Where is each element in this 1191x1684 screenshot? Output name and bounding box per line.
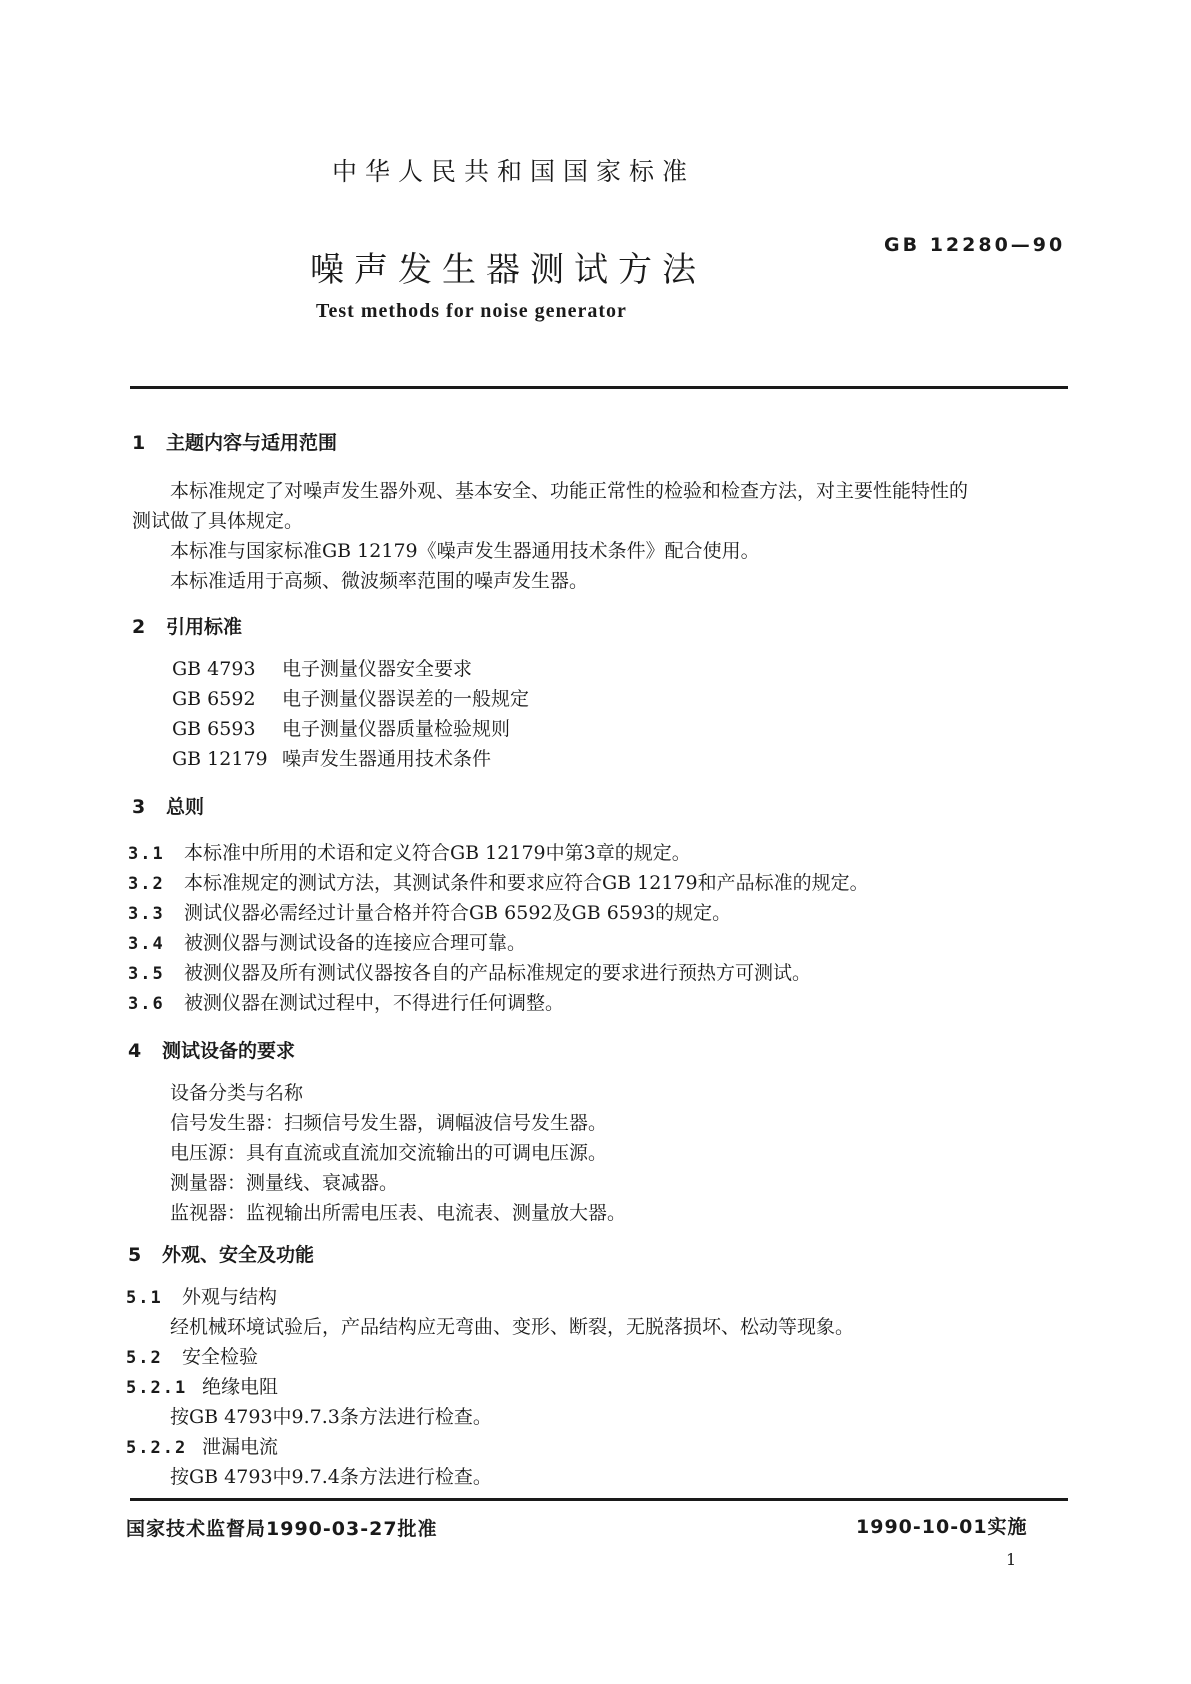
clause-number: 3.2 [128, 874, 165, 894]
clause-5-2 [126, 1342, 258, 1369]
equipment-line: 设备分类与名称 [170, 1082, 304, 1104]
clause-number: 5.2.1 [126, 1378, 188, 1398]
clause-title: 外观与结构 [182, 1286, 278, 1308]
clause-3-2 [128, 868, 869, 895]
standard-name: 中华人民共和国国家标准 [332, 157, 696, 186]
section-2-heading [132, 612, 242, 639]
reference-item [172, 714, 510, 741]
clause-number: 3.5 [128, 964, 165, 984]
reference-code: GB 6593 [172, 718, 256, 740]
english-title: Test methods for noise generator [316, 300, 627, 322]
paragraph: 按GB 4793中9.7.4条方法进行检查。 [170, 1466, 492, 1488]
equipment-line: 测量器：测量线、衰减器。 [170, 1172, 399, 1194]
reference-item [172, 654, 472, 681]
clause-number: 5.1 [126, 1288, 163, 1308]
clause-3-1 [128, 838, 691, 865]
clause-5-2-2 [126, 1432, 278, 1459]
clause-5-1 [126, 1282, 277, 1309]
clause-text: 本标准规定的测试方法，其测试条件和要求应符合GB 12179和产品标准的规定。 [184, 872, 869, 894]
section-number: 5 [128, 1244, 142, 1266]
clause-title: 泄漏电流 [202, 1436, 279, 1458]
bottom-rule [130, 1498, 1068, 1501]
equipment-line: 信号发生器：扫频信号发生器，调幅波信号发生器。 [170, 1112, 608, 1134]
reference-item [172, 684, 529, 711]
clause-text: 被测仪器在测试过程中，不得进行任何调整。 [184, 992, 565, 1014]
paragraph: 经机械环境试验后，产品结构应无弯曲、变形、断裂，无脱落损坏、松动等现象。 [170, 1316, 855, 1338]
reference-code: GB 12179 [172, 748, 268, 770]
section-5-heading [128, 1240, 314, 1267]
paragraph: 按GB 4793中9.7.3条方法进行检查。 [170, 1406, 492, 1428]
reference-name: 电子测量仪器质量检验规则 [282, 718, 511, 740]
paragraph: 本标准规定了对噪声发生器外观、基本安全、功能正常性的检验和检查方法，对主要性能特性的 [170, 480, 969, 502]
top-rule [130, 386, 1068, 389]
clause-5-2-1 [126, 1372, 278, 1399]
section-number: 4 [128, 1040, 142, 1062]
clause-number: 3.4 [128, 934, 165, 954]
section-number: 1 [132, 432, 146, 454]
clause-text: 本标准中所用的术语和定义符合GB 12179中第3章的规定。 [184, 842, 691, 864]
clause-number: 5.2 [126, 1348, 163, 1368]
clause-3-6 [128, 988, 564, 1015]
section-title: 引用标准 [166, 616, 243, 638]
reference-name: 噪声发生器通用技术条件 [282, 748, 492, 770]
reference-code: GB 4793 [172, 658, 256, 680]
section-number: 2 [132, 616, 146, 638]
paragraph: 测试做了具体规定。 [132, 510, 304, 532]
paragraph: 本标准与国家标准GB 12179《噪声发生器通用技术条件》配合使用。 [170, 540, 760, 562]
standard-code: GB 12280—90 [884, 234, 1066, 256]
page-title: 噪声发生器测试方法 [310, 250, 706, 290]
reference-name: 电子测量仪器安全要求 [282, 658, 473, 680]
effective-date: 1990-10-01实施 [856, 1516, 1028, 1538]
section-number: 3 [132, 796, 146, 818]
section-title: 外观、安全及功能 [162, 1244, 315, 1266]
clause-3-5 [128, 958, 811, 985]
clause-3-4 [128, 928, 526, 955]
section-title: 总则 [166, 796, 205, 818]
clause-text: 测试仪器必需经过计量合格并符合GB 6592及GB 6593的规定。 [184, 902, 732, 924]
clause-title: 绝缘电阻 [202, 1376, 279, 1398]
reference-name: 电子测量仪器误差的一般规定 [282, 688, 530, 710]
section-title: 测试设备的要求 [162, 1040, 296, 1062]
section-1-heading [132, 428, 337, 455]
approval-date: 国家技术监督局1990-03-27批准 [126, 1518, 438, 1540]
page-number: 1 [1006, 1550, 1017, 1569]
clause-number: 3.3 [128, 904, 165, 924]
clause-text: 被测仪器及所有测试仪器按各自的产品标准规定的要求进行预热方可测试。 [184, 962, 812, 984]
reference-code: GB 6592 [172, 688, 256, 710]
clause-number: 5.2.2 [126, 1438, 188, 1458]
section-title: 主题内容与适用范围 [166, 432, 338, 454]
clause-title: 安全检验 [182, 1346, 259, 1368]
equipment-line: 监视器：监视输出所需电压表、电流表、测量放大器。 [170, 1202, 627, 1224]
equipment-line: 电压源：具有直流或直流加交流输出的可调电压源。 [170, 1142, 608, 1164]
section-3-heading [132, 792, 204, 819]
section-4-heading [128, 1036, 295, 1063]
clause-number: 3.1 [128, 844, 165, 864]
paragraph: 本标准适用于高频、微波频率范围的噪声发生器。 [170, 570, 589, 592]
clause-number: 3.6 [128, 994, 165, 1014]
reference-item [172, 744, 491, 771]
clause-text: 被测仪器与测试设备的连接应合理可靠。 [184, 932, 527, 954]
clause-3-3 [128, 898, 731, 925]
